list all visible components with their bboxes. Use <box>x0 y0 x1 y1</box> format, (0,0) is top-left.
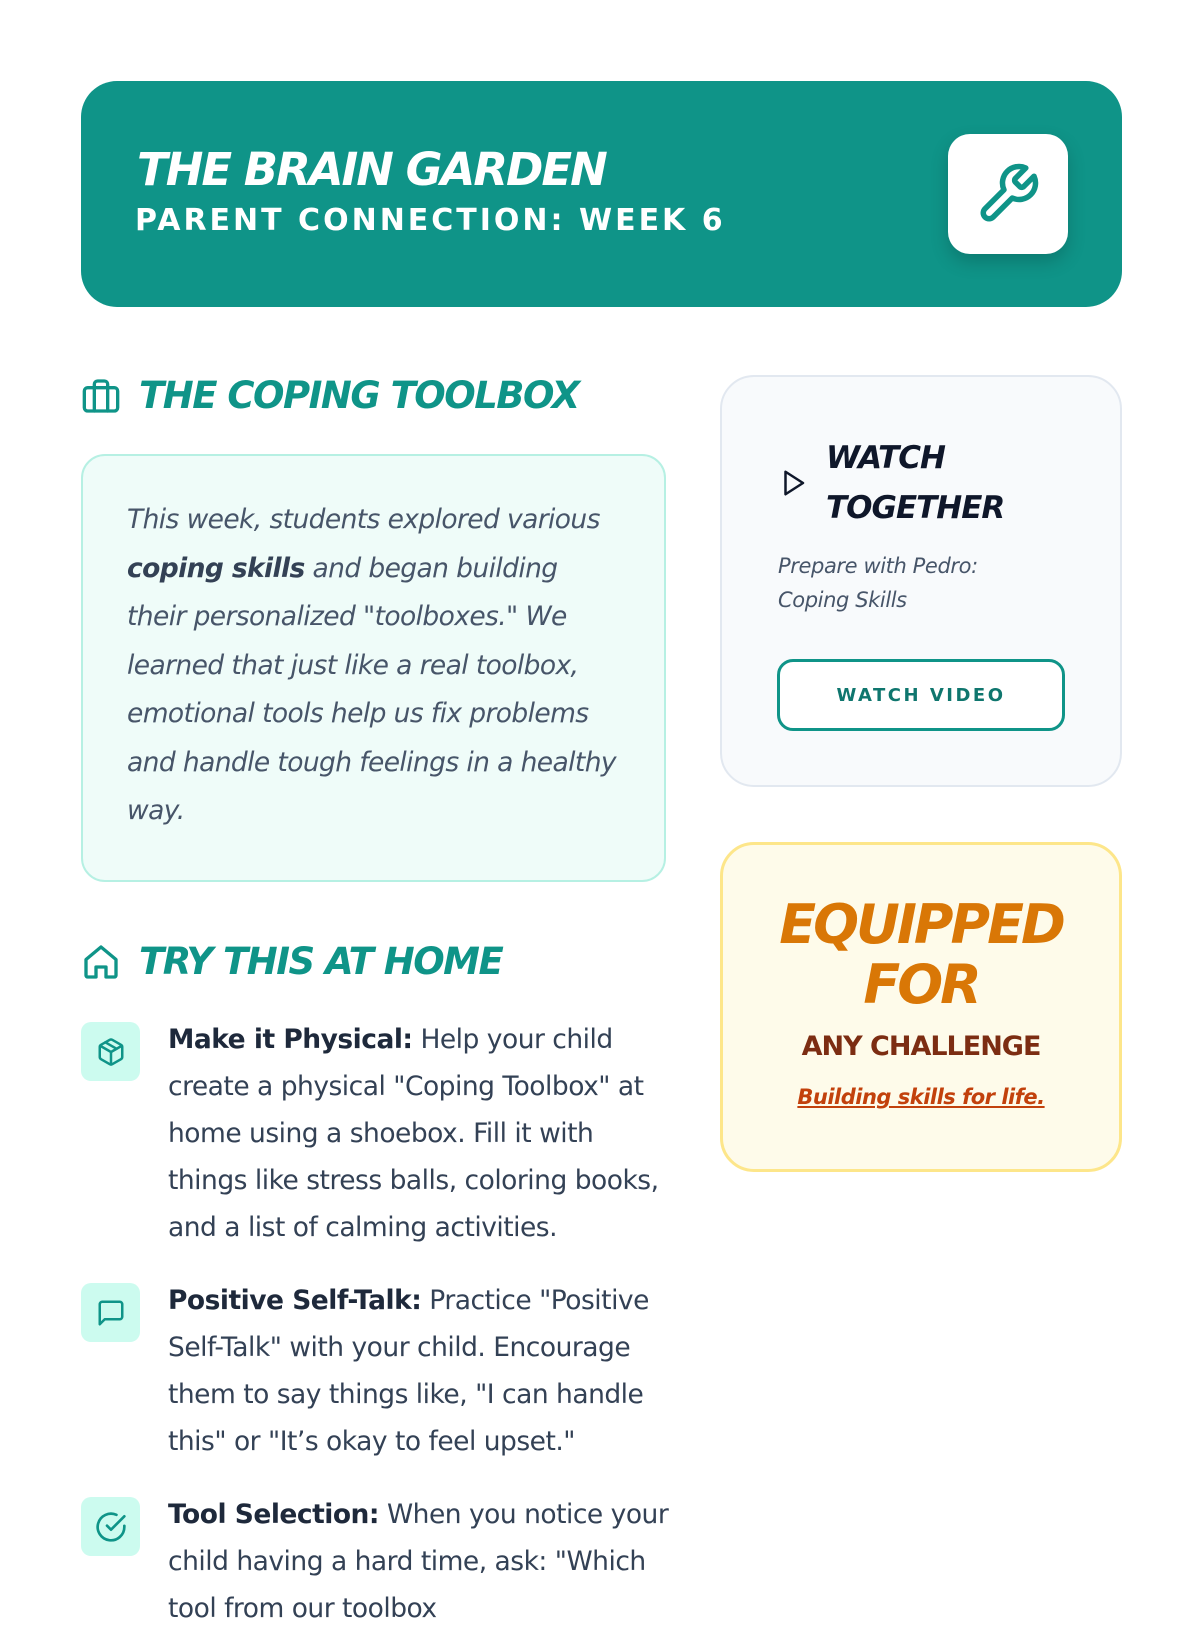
tip-body: Practice "Positive Self-Talk" with your child. Encourage them to say things like, "I can handle this" or "It’s okay to feel upset." <box>168 1285 649 1457</box>
tip-title: Positive Self-Talk: <box>168 1285 422 1316</box>
tip-icon-badge <box>81 1022 140 1081</box>
watch-title: WATCH TOGETHER <box>826 440 1005 526</box>
equipped-card <box>720 842 1122 1172</box>
tip-body: When you notice your child having a hard time, ask: "Which tool from our toolbox <box>168 1499 669 1624</box>
home-icon <box>81 942 121 982</box>
home-heading-text: TRY THIS AT HOME <box>139 940 503 983</box>
play-icon <box>778 468 808 498</box>
tip-body: Help your child create a physical "Coping Toolbox" at home using a shoebox. Fill it with things like stress balls, coloring books, and a list of calming activities. <box>168 1024 659 1243</box>
watch-heading <box>778 433 1026 533</box>
equipped-subtitle: ANY CHALLENGE <box>801 1031 1041 1062</box>
equipped-title-line: EQUIPPED <box>779 893 1063 956</box>
toolbox-intro-box <box>81 454 666 882</box>
tip-icon-badge <box>81 1283 140 1342</box>
box-icon <box>96 1037 126 1067</box>
intro-text-bold: coping skills <box>127 552 305 584</box>
watch-together-card <box>720 375 1122 787</box>
chat-bubble-icon <box>96 1298 126 1328</box>
tip-icon-badge <box>81 1497 140 1556</box>
tip-text <box>168 1491 678 1632</box>
tip-title: Tool Selection: <box>168 1499 380 1530</box>
tip-text <box>168 1277 678 1465</box>
header-banner <box>81 81 1122 307</box>
toolbox-intro-text <box>127 496 620 836</box>
watch-video-button[interactable]: WATCH VIDEO <box>777 659 1065 731</box>
tip-text <box>168 1016 678 1251</box>
intro-text-part: This week, students explored various <box>127 504 600 535</box>
equipped-title <box>723 895 1119 1015</box>
watch-description: Prepare with Pedro: Coping Skills <box>778 554 978 612</box>
home-heading <box>81 940 502 983</box>
wrench-icon <box>975 161 1041 227</box>
briefcase-icon <box>81 376 121 416</box>
equipped-title-line: FOR <box>863 953 979 1016</box>
check-circle-icon <box>95 1511 127 1543</box>
header-icon-badge <box>948 134 1068 254</box>
tip-title: Make it Physical: <box>168 1024 413 1055</box>
equipped-link[interactable]: Building skills for life. <box>797 1085 1045 1109</box>
page-subtitle: PARENT CONNECTION: WEEK 6 <box>135 203 726 238</box>
page-title: THE BRAIN GARDEN <box>137 143 606 196</box>
toolbox-heading-text: THE COPING TOOLBOX <box>139 374 579 417</box>
intro-text-part: and began building their personalized "toolboxes." We learned that just like a real toolbox, emotional tools help us fix problems and handle tough feelings in a healthy way. <box>127 552 616 826</box>
toolbox-heading <box>81 374 579 417</box>
